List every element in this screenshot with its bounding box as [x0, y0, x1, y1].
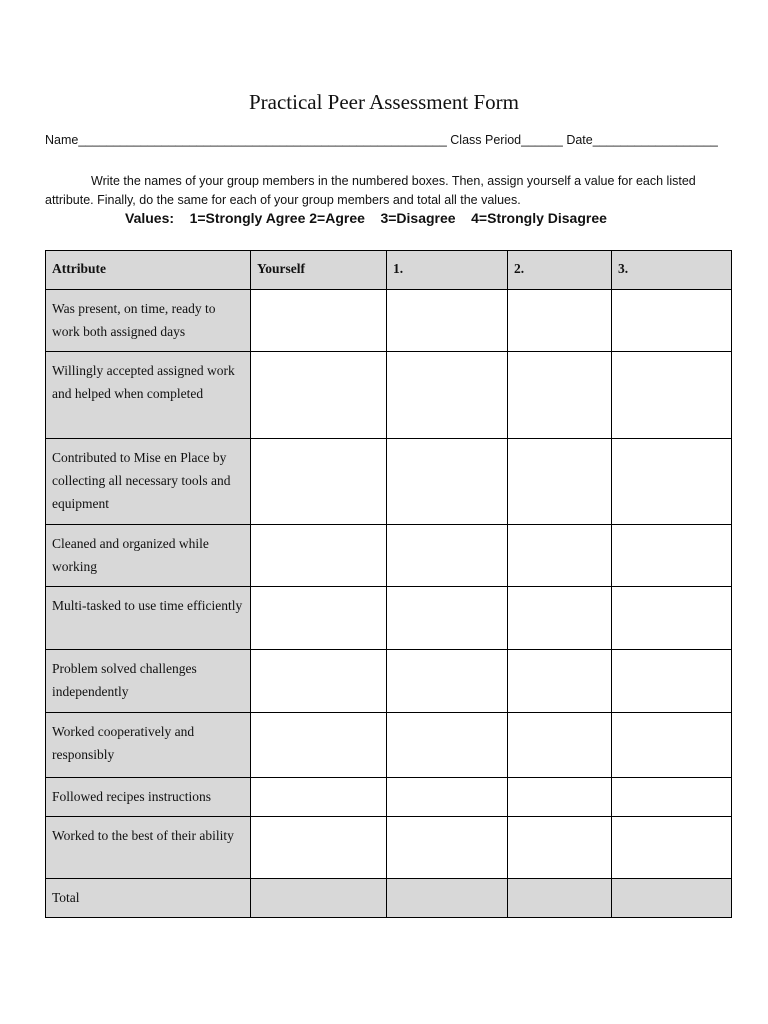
attribute-cell: Was present, on time, ready to work both assigned days [46, 290, 251, 352]
score-cell-member-1[interactable] [387, 650, 508, 713]
score-cell-member-1[interactable] [387, 778, 508, 817]
table-row [46, 650, 732, 713]
score-cell-member-2[interactable] [508, 650, 612, 713]
attribute-cell: Worked cooperatively and responsibly [46, 713, 251, 778]
score-cell-member-3[interactable] [612, 650, 732, 713]
score-cell-yourself[interactable] [251, 817, 387, 879]
instructions-text: Write the names of your group members in the numbered boxes. Then, assign yourself a value for each listed attribute. Finally, do the same for each of your group members and total all the values. [45, 174, 696, 207]
score-cell-yourself[interactable] [251, 587, 387, 650]
header-member-1: 1. [387, 251, 508, 290]
score-cell-member-3[interactable] [612, 439, 732, 525]
assessment-table [45, 250, 732, 918]
score-cell-member-3[interactable] [612, 290, 732, 352]
score-cell-member-2[interactable] [508, 290, 612, 352]
total-cell-member-1[interactable] [387, 879, 508, 918]
score-cell-member-2[interactable] [508, 713, 612, 778]
values-legend: Values: 1=Strongly Agree 2=Agree 3=Disagree 4=Strongly Disagree [125, 210, 607, 226]
table-row [46, 587, 732, 650]
total-cell-member-2[interactable] [508, 879, 612, 918]
table-row [46, 713, 732, 778]
score-cell-member-2[interactable] [508, 778, 612, 817]
attribute-cell: Problem solved challenges independently [46, 650, 251, 713]
table-row [46, 352, 732, 439]
score-cell-member-3[interactable] [612, 587, 732, 650]
score-cell-member-1[interactable] [387, 352, 508, 439]
attribute-cell: Followed recipes instructions [46, 778, 251, 817]
score-cell-member-1[interactable] [387, 587, 508, 650]
score-cell-member-2[interactable] [508, 352, 612, 439]
score-cell-member-1[interactable] [387, 290, 508, 352]
total-cell-yourself[interactable] [251, 879, 387, 918]
score-cell-member-1[interactable] [387, 817, 508, 879]
header-member-2: 2. [508, 251, 612, 290]
score-cell-member-2[interactable] [508, 525, 612, 587]
score-cell-yourself[interactable] [251, 290, 387, 352]
score-cell-yourself[interactable] [251, 778, 387, 817]
table-row [46, 778, 732, 817]
score-cell-member-3[interactable] [612, 817, 732, 879]
total-cell-member-3[interactable] [612, 879, 732, 918]
header-attribute: Attribute [46, 251, 251, 290]
table-row [46, 290, 732, 352]
attribute-cell: Multi-tasked to use time efficiently [46, 587, 251, 650]
attribute-cell: Worked to the best of their ability [46, 817, 251, 879]
score-cell-yourself[interactable] [251, 525, 387, 587]
score-cell-member-2[interactable] [508, 817, 612, 879]
score-cell-member-1[interactable] [387, 713, 508, 778]
table-row [46, 525, 732, 587]
score-cell-member-3[interactable] [612, 713, 732, 778]
score-cell-member-3[interactable] [612, 352, 732, 439]
score-cell-member-2[interactable] [508, 587, 612, 650]
score-cell-yourself[interactable] [251, 352, 387, 439]
form-title: Practical Peer Assessment Form [248, 90, 520, 114]
attribute-cell: Willingly accepted assigned work and helped when completed [46, 352, 251, 439]
score-cell-yourself[interactable] [251, 713, 387, 778]
score-cell-member-1[interactable] [387, 439, 508, 525]
name-class-date-line: Name_____________________________________________________ Class Period______ Date__________________ [45, 133, 718, 147]
attribute-cell: Cleaned and organized while working [46, 525, 251, 587]
table-row [46, 817, 732, 879]
score-cell-member-2[interactable] [508, 439, 612, 525]
instructions-paragraph [45, 172, 735, 210]
header-yourself: Yourself [251, 251, 387, 290]
header-member-3: 3. [612, 251, 732, 290]
table-row [46, 439, 732, 525]
score-cell-member-3[interactable] [612, 525, 732, 587]
score-cell-yourself[interactable] [251, 439, 387, 525]
attribute-cell: Contributed to Mise en Place by collecting all necessary tools and equipment [46, 439, 251, 525]
total-label-cell: Total [46, 879, 251, 918]
score-cell-yourself[interactable] [251, 650, 387, 713]
table-header-row [46, 251, 732, 290]
score-cell-member-3[interactable] [612, 778, 732, 817]
score-cell-member-1[interactable] [387, 525, 508, 587]
total-row [46, 879, 732, 918]
